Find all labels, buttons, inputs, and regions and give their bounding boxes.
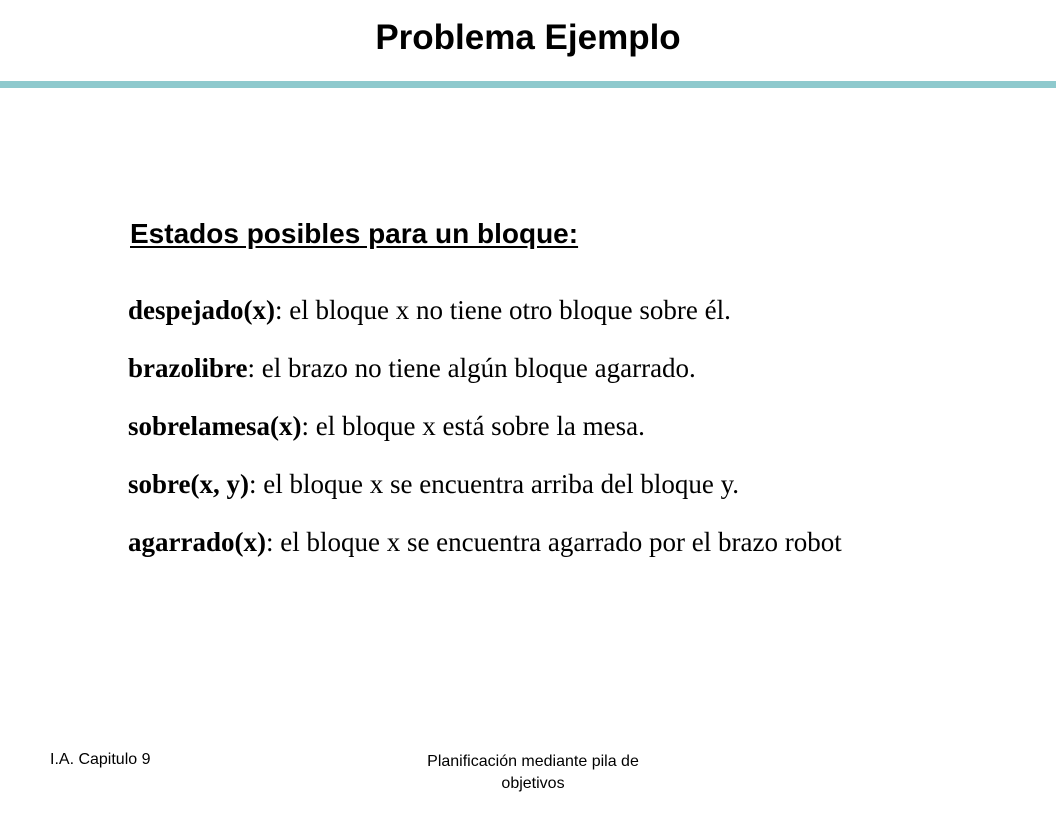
footer-chapter: I.A. Capitulo 9 <box>50 751 151 768</box>
definition-description: : el bloque x no tiene otro bloque sobre él. <box>275 295 731 325</box>
definition-description: : el brazo no tiene algún bloque agarrado. <box>247 353 696 383</box>
title-divider <box>0 81 1056 88</box>
slide-title: Problema Ejemplo <box>375 18 681 57</box>
definition-term: sobrelamesa(x) <box>128 411 302 441</box>
definition-term: despejado(x) <box>128 295 275 325</box>
definition-description: : el bloque x está sobre la mesa. <box>301 411 645 441</box>
definition-item <box>128 350 842 408</box>
definition-list <box>128 292 842 582</box>
definition-item <box>128 524 842 582</box>
definition-term: sobre(x, y) <box>128 469 249 499</box>
definition-item <box>128 408 842 466</box>
section-heading: Estados posibles para un bloque: <box>130 218 579 249</box>
definition-term: agarrado(x) <box>128 527 266 557</box>
footer-topic: Planificación mediante pila de objetivos <box>427 753 639 792</box>
definition-term: brazolibre <box>128 353 248 383</box>
definition-item <box>128 466 842 524</box>
definition-item <box>128 292 842 350</box>
definition-description: : el bloque x se encuentra arriba del bloque y. <box>249 469 740 499</box>
definition-description: : el bloque x se encuentra agarrado por el brazo robot <box>265 527 842 557</box>
